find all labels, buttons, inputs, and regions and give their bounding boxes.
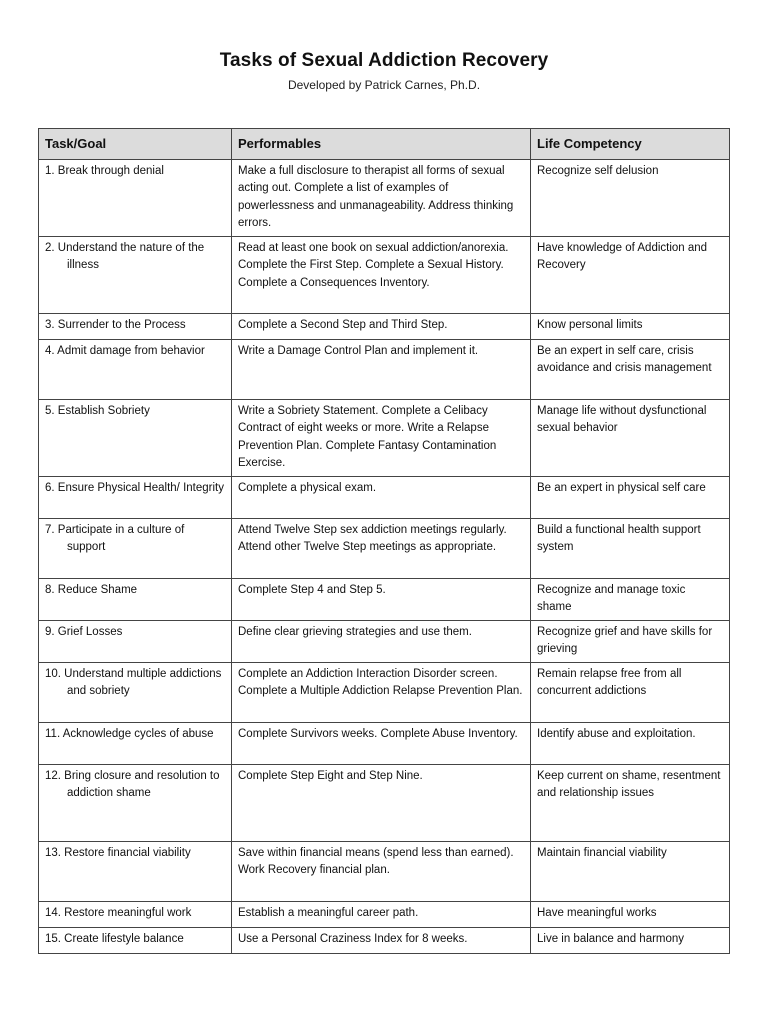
competency-cell: Be an expert in physical self care <box>531 476 730 518</box>
table-row <box>39 764 730 841</box>
column-header-performables: Performables <box>232 129 531 160</box>
table-row <box>39 901 730 927</box>
performables-cell: Complete a physical exam. <box>232 476 531 518</box>
competency-cell: Live in balance and harmony <box>531 927 730 953</box>
task-cell: 6. Ensure Physical Health/ Integrity <box>39 476 232 518</box>
task-cell: 2. Understand the nature of the illness <box>39 236 232 313</box>
performables-cell: Write a Sobriety Statement. Complete a Celibacy Contract of eight weeks or more. Write a Relapse Prevention Plan. Complete Fantasy Contamination Exercise. <box>232 399 531 476</box>
competency-cell: Manage life without dysfunctional sexual behavior <box>531 399 730 476</box>
competency-cell: Build a functional health support system <box>531 518 730 578</box>
table-row <box>39 662 730 722</box>
table-row <box>39 399 730 476</box>
competency-cell: Have meaningful works <box>531 901 730 927</box>
table-row <box>39 927 730 953</box>
competency-cell: Identify abuse and exploitation. <box>531 722 730 764</box>
task-cell: 11. Acknowledge cycles of abuse <box>39 722 232 764</box>
performables-cell: Complete Step Eight and Step Nine. <box>232 764 531 841</box>
competency-cell: Recognize grief and have skills for grieving <box>531 620 730 662</box>
task-cell: 4. Admit damage from behavior <box>39 339 232 399</box>
task-cell: 8. Reduce Shame <box>39 578 232 620</box>
task-cell: 1. Break through denial <box>39 159 232 236</box>
task-cell: 12. Bring closure and resolution to addiction shame <box>39 764 232 841</box>
performables-cell: Attend Twelve Step sex addiction meetings regularly. Attend other Twelve Step meetings as appropriate. <box>232 518 531 578</box>
task-cell: 15. Create lifestyle balance <box>39 927 232 953</box>
performables-cell: Establish a meaningful career path. <box>232 901 531 927</box>
competency-cell: Recognize self delusion <box>531 159 730 236</box>
table-row <box>39 620 730 662</box>
page-title: Tasks of Sexual Addiction Recovery <box>219 50 549 71</box>
performables-cell: Write a Damage Control Plan and implement it. <box>232 339 531 399</box>
competency-cell: Maintain financial viability <box>531 841 730 901</box>
table-row <box>39 159 730 236</box>
performables-cell: Complete an Addiction Interaction Disorder screen. Complete a Multiple Addiction Relapse Prevention Plan. <box>232 662 531 722</box>
column-header-competency: Life Competency <box>531 129 730 160</box>
table-row <box>39 518 730 578</box>
performables-cell: Make a full disclosure to therapist all forms of sexual acting out. Complete a list of examples of powerlessness and unmanageability. Address thinking errors. <box>232 159 531 236</box>
task-cell: 3. Surrender to the Process <box>39 313 232 339</box>
column-header-task: Task/Goal <box>39 129 232 160</box>
tasks-table <box>38 128 730 954</box>
table-row <box>39 339 730 399</box>
table-row <box>39 841 730 901</box>
task-cell: 10. Understand multiple addictions and sobriety <box>39 662 232 722</box>
table-header-row <box>39 129 730 160</box>
table-row <box>39 476 730 518</box>
task-cell: 5. Establish Sobriety <box>39 399 232 476</box>
competency-cell: Be an expert in self care, crisis avoidance and crisis management <box>531 339 730 399</box>
performables-cell: Complete Survivors weeks. Complete Abuse Inventory. <box>232 722 531 764</box>
task-cell: 9. Grief Losses <box>39 620 232 662</box>
task-cell: 13. Restore financial viability <box>39 841 232 901</box>
table-row <box>39 236 730 313</box>
competency-cell: Keep current on shame, resentment and relationship issues <box>531 764 730 841</box>
task-cell: 14. Restore meaningful work <box>39 901 232 927</box>
performables-cell: Define clear grieving strategies and use them. <box>232 620 531 662</box>
performables-cell: Save within financial means (spend less than earned). Work Recovery financial plan. <box>232 841 531 901</box>
performables-cell: Use a Personal Craziness Index for 8 weeks. <box>232 927 531 953</box>
competency-cell: Know personal limits <box>531 313 730 339</box>
competency-cell: Have knowledge of Addiction and Recovery <box>531 236 730 313</box>
table-row <box>39 722 730 764</box>
page-subtitle: Developed by Patrick Carnes, Ph.D. <box>287 78 481 92</box>
competency-cell: Recognize and manage toxic shame <box>531 578 730 620</box>
competency-cell: Remain relapse free from all concurrent addictions <box>531 662 730 722</box>
performables-cell: Complete a Second Step and Third Step. <box>232 313 531 339</box>
task-cell: 7. Participate in a culture of support <box>39 518 232 578</box>
performables-cell: Read at least one book on sexual addiction/anorexia. Complete the First Step. Complete a Sexual History. Complete a Consequences Inventory. <box>232 236 531 313</box>
performables-cell: Complete Step 4 and Step 5. <box>232 578 531 620</box>
table-row <box>39 313 730 339</box>
table-row <box>39 578 730 620</box>
